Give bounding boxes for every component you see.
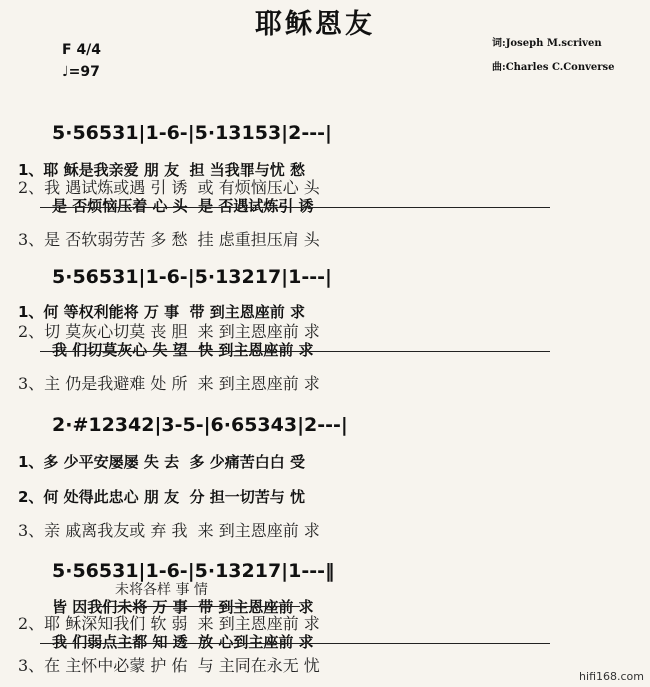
notation-line-1 — [0, 122, 650, 144]
composer-credit: 曲:Charles C.Converse — [492, 62, 615, 73]
notation-text: 5·56531|1-6-|5·13217|1---| — [52, 266, 332, 288]
struck-lyric-line: 我 们弱点主都 知 透 放 心到主座前 求 — [52, 633, 314, 651]
notation-text: 5·56531|1-6-|5·13153|2---| — [52, 122, 332, 144]
notation-text: 5·56531|1-6-|5·13217|1---‖ — [52, 560, 335, 582]
strike-through — [100, 606, 300, 607]
handwritten-lyric-line: 2、切 莫灰心切莫 丧 胆 来 到主恩座前 求 — [18, 322, 320, 341]
handwritten-lyric-line: 3、是 否软弱劳苦 多 愁 挂 虑重担压肩 头 — [18, 230, 320, 249]
notation-line-2 — [0, 266, 650, 288]
key-signature: F 4/4 — [62, 42, 102, 58]
struck-lyric-line: 我 们切莫灰心 失 望 快 到主恩座前 求 — [52, 341, 314, 359]
lyric-line: 2、何 处得此忠心 朋 友 分 担一切苦与 忧 — [18, 488, 305, 506]
lyric-line: 1、多 少平安屡屡 失 去 多 少痛苦白白 受 — [18, 453, 305, 471]
handwritten-lyric-line: 2、耶 稣深知我们 软 弱 来 到主恩座前 求 — [18, 614, 320, 633]
notation-line-3 — [0, 414, 650, 436]
struck-lyric-line: 是 否烦恼压着 心 头 是 否遇试炼引 诱 — [52, 197, 314, 215]
lyric-line: 皆 因我们未将 万 事 带 到主恩座前 求 — [52, 598, 314, 616]
handwritten-lyric-line: 3、在 主怀中必蒙 护 佑 与 主同在永无 忧 — [18, 656, 320, 675]
strike-through — [40, 207, 550, 208]
lyric-line: 1、何 等权利能将 万 事 带 到主恩座前 求 — [18, 303, 305, 321]
notation-line-4 — [0, 560, 650, 582]
page-title: 耶稣恩友 — [255, 9, 375, 40]
strike-through — [40, 643, 550, 644]
handwritten-lyric-line: 3、主 仍是我避难 处 所 来 到主恩座前 求 — [18, 374, 320, 393]
handwritten-lyric-line: 3、亲 戚离我友或 弃 我 来 到主恩座前 求 — [18, 521, 320, 540]
lyric-line: 1、耶 稣是我亲爱 朋 友 担 当我罪与忧 愁 — [18, 161, 305, 179]
handwritten-correction: 未将各样 事 情 — [115, 582, 208, 598]
watermark: hifi168.com — [579, 670, 644, 683]
handwritten-lyric-line: 2、我 遇试炼或遇 引 诱 或 有烦恼压心 头 — [18, 178, 320, 197]
strike-through — [40, 351, 550, 352]
notation-text: 2·#12342|3-5-|6·65343|2---| — [52, 414, 348, 436]
tempo-marking: ♩=97 — [62, 64, 100, 80]
lyricist-credit: 词:Joseph M.scriven — [492, 38, 602, 49]
